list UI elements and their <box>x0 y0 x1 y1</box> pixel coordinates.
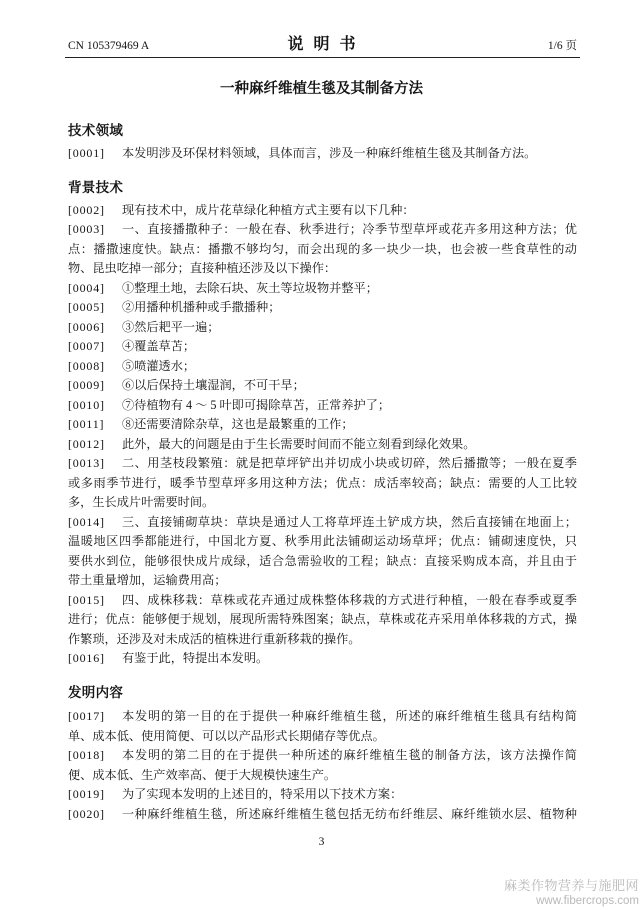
paragraph-line: 二、用茎枝段繁殖：就是把草坪铲出并切成小块或切碎，然后播撒等；一般在夏季 <box>122 456 577 470</box>
paragraph-line: 多，生长成片叶需要时间。 <box>68 495 215 509</box>
paragraph-0006 <box>68 318 577 338</box>
paragraph-0010 <box>68 396 577 416</box>
paragraph-number: [0001] <box>68 145 105 160</box>
paragraph-line: 为了实现本发明的上述目的，特采用以下技术方案： <box>122 787 403 801</box>
paragraph-line: ⑤喷灌透水； <box>122 358 196 373</box>
page-number: 3 <box>318 836 325 848</box>
paragraph-0016 <box>68 649 577 669</box>
paragraph-0005 <box>68 298 577 318</box>
paragraph-number: [0016] <box>68 651 105 665</box>
paragraph-number: [0002] <box>68 202 105 217</box>
watermark-site-name: 麻类作物营养与施肥网 <box>503 878 639 893</box>
header-rule <box>65 57 580 58</box>
paragraph-0009 <box>68 376 577 396</box>
paragraph-0019 <box>68 785 577 805</box>
paragraph-number: [0006] <box>68 319 105 334</box>
paragraph-0013 <box>68 454 577 513</box>
paragraph-number: [0011] <box>68 417 105 431</box>
paragraph-number: [0008] <box>68 358 105 373</box>
paragraph-line: 单、成本低、使用简便、可以以产品形式长期储存等优点。 <box>68 728 385 743</box>
paragraph-line: ③然后耙平一遍； <box>122 319 220 334</box>
paragraph-line: 三、直接铺砌草块：草块是通过人工将草坪连土铲成方块，然后直接铺在地面上； <box>122 514 577 529</box>
patent-number: CN 105379469 A <box>68 40 150 52</box>
paragraph-0003 <box>68 220 577 279</box>
watermark-url: www.fibercrops.com <box>536 895 639 907</box>
paragraph-line: ⑥以后保持土壤湿润，不可干旱； <box>122 378 305 392</box>
paragraph-0004 <box>68 279 577 299</box>
paragraph-line: 本发明的第一目的在于提供一种麻纤维植生毯，所述的麻纤维植生毯具有结构简 <box>122 709 577 723</box>
watermark <box>504 878 639 908</box>
paragraph-line: 一、直接播撒种子：一般在春、秋季进行；冷季节型草坪或花卉多用这种方法；优 <box>122 222 577 236</box>
document-type: 说 明 书 <box>287 36 359 53</box>
paragraph-line: 现有技术中，成片花草绿化种植方式主要有以下几种： <box>122 202 415 217</box>
paragraph-number: [0003] <box>68 222 105 236</box>
paragraph-number: [0019] <box>68 787 105 801</box>
paragraph-line: 四、成株移栽：草株或花卉通过成株整体移栽的方式进行种植，一般在春季或夏季 <box>122 592 577 607</box>
section-heading: 背景技术 <box>68 180 124 195</box>
paragraph-0014 <box>68 513 577 591</box>
document-title: 一种麻纤维植生毯及其制备方法 <box>220 81 423 97</box>
section-heading: 技术领域 <box>68 123 124 138</box>
paragraph-number: [0020] <box>68 806 105 821</box>
paragraph-number: [0009] <box>68 378 105 392</box>
paragraph-number: [0013] <box>68 456 105 470</box>
paragraph-0012 <box>68 435 577 455</box>
paragraph-number: [0017] <box>68 709 105 723</box>
section-technical-field <box>68 121 577 163</box>
paragraph-line: 或多雨季节进行，暖季节型草坪多用这种方法；优点：成活率较高；缺点：需要的人工比较 <box>68 475 577 490</box>
paragraph-line: ⑦待植物有 4 ～ 5 叶即可揭除草苫，正常养护了； <box>122 397 391 412</box>
paragraph-line: ②用播种机播种或手撒播种； <box>122 300 281 314</box>
paragraph-line: 点：播撒速度快。缺点：播撒不够均匀，而会出现的多一块少一块，也会被一些食草性的动 <box>68 241 577 256</box>
paragraph-number: [0012] <box>68 436 105 451</box>
paragraph-line: 进行；优点：能够便于规划，展现所需特殊图案；缺点，草株或花卉采用单体移栽的方式，操 <box>68 612 577 626</box>
paragraph-line: ①整理土地，去除石块、灰土等垃圾物并整平； <box>122 280 378 295</box>
paragraph-line: 本发明的第二目的在于提供一种所述的麻纤维植生毯的制备方法，该方法操作简 <box>122 748 577 762</box>
paragraph-0015 <box>68 591 577 650</box>
paragraph-line: 此外，最大的问题是由于生长需要时间而不能立刻看到绿化效果。 <box>122 436 476 451</box>
paragraph-line: 温暖地区四季都能进行，中国北方夏、秋季用此法铺砌运动场草坪；优点：铺砌速度快，只 <box>68 534 577 548</box>
paragraph-line: 作繁琐，还涉及对未成活的植株进行重新移栽的操作。 <box>68 631 361 646</box>
paragraph-line: 本发明涉及环保材料领域，具体而言，涉及一种麻纤维植生毯及其制备方法。 <box>122 145 537 160</box>
paragraph-line: 物、昆虫吃掉一部分；直接种植还涉及以下操作： <box>68 261 337 275</box>
paragraph-number: [0007] <box>68 339 105 353</box>
paragraph-number: [0018] <box>68 748 105 762</box>
paragraph-line: ④覆盖草苫； <box>122 339 196 353</box>
paragraph-number: [0005] <box>68 300 105 314</box>
paragraph-0011 <box>68 415 577 435</box>
paragraph-number: [0004] <box>68 280 105 295</box>
paragraph-0020 <box>68 805 577 825</box>
paragraph-0001 <box>68 144 577 164</box>
paragraph-0017 <box>68 707 577 746</box>
paragraph-number: [0015] <box>68 592 105 607</box>
paragraph-number: [0014] <box>68 514 105 529</box>
section-heading: 发明内容 <box>68 685 124 700</box>
paragraph-0008 <box>68 357 577 377</box>
section-background <box>68 178 577 669</box>
paragraph-line: 一种麻纤维植生毯，所述麻纤维植生毯包括无纺布纤维层、麻纤维锁水层、植物种 <box>122 806 577 821</box>
paragraph-0002 <box>68 201 577 221</box>
section-summary <box>68 683 577 824</box>
page-info: 1/6 页 <box>547 40 577 52</box>
paragraph-line: 要供水到位，能够很快成片成绿，适合急需验收的工程；缺点：直接采购成本高，并且由于 <box>68 553 577 568</box>
paragraph-number: [0010] <box>68 397 105 412</box>
paragraph-line: 带土重量增加，运输费用高； <box>68 573 227 587</box>
paragraph-line: ⑧还需要清除杂草，这也是最繁重的工作； <box>122 417 354 431</box>
paragraph-line: 便、成本低、生产效率高、便于大规模快速生产。 <box>68 767 337 782</box>
paragraph-0007 <box>68 337 577 357</box>
paragraph-0018 <box>68 746 577 785</box>
paragraph-line: 有鉴于此，特提出本发明。 <box>122 651 269 665</box>
